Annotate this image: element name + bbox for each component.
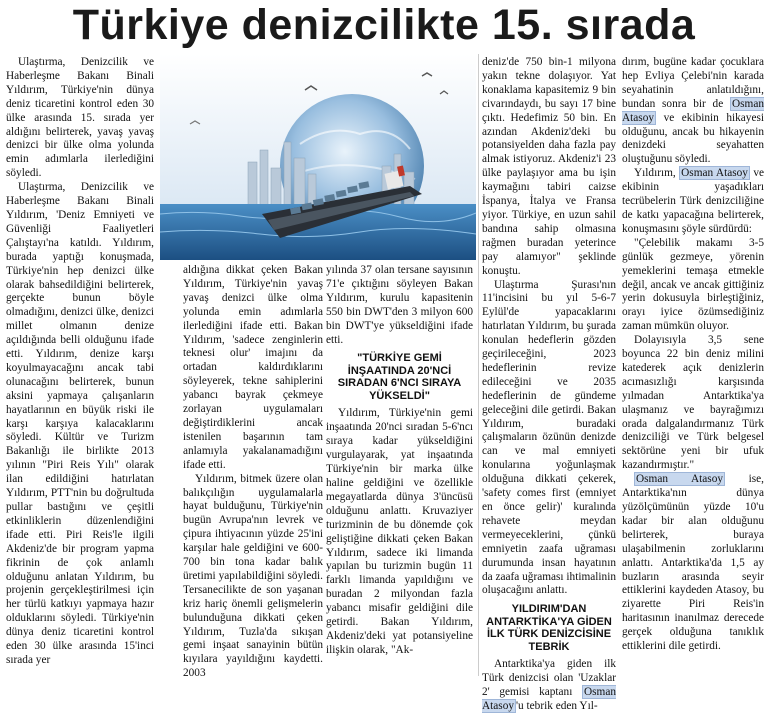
column-3 (326, 264, 473, 676)
column-1 (6, 56, 154, 676)
column-5 (622, 56, 764, 676)
highlighted-name: Osman Atasoy (636, 473, 723, 486)
paragraph: "Çelebilik makamı 3-5 günlük gezmeye, yörenin yemeklerini temaşa etmekle değil, ancak ve ancak gittiğiniz yerin dokusuyla birleştiğiniz, orayı iyice özümsediğiniz zaman mümkün oluyor. (622, 236, 764, 333)
text: 'u tebrik eden Yıl- (516, 700, 598, 713)
paragraph: aldığına dikkat çeken Bakan Yıldırım, Türkiye'nin yavaş yavaş denizci ülke olma yolunda emin adımlarla ilerlediğini ifade etti. Bakan Yıldırım, 'sadece zenginlerin teknesi olur' imajını da ortadan kaldırdıklarını söyleyerek, tekne sahiplerini yabancı bayrak çekmeye zorlayan uygulamaları değiştirdiklerini ancak istenilen başarının tam anlamıyla yakalanamadığını ifade etti. (183, 264, 323, 471)
ship-globe-photo (160, 54, 476, 260)
paragraph (622, 56, 764, 167)
paragraph: Ulaştırma, Denizcilik ve Haberleşme Bakanı Binali Yıldırım, 'Deniz Emniyeti ve Güvenliği Faaliyetleri Çalıştayı'na katıldı. Yıldırım, burada yaptığı konuşmada, Türkiye'nin hep denizci ülke olarak bahsedildiğini belirterek, gerçekte bunun böyle olmadığını, denizci ülke, denizci millet olmanın denize açıldığında belli olduğunu ifade etti. Yıldırım, denize karşı koyulmayacağını ancak tabi olunacağını belirterek, bunun aksini yapmaya çalışanların hayatlarının en büyük riski ile karşı karşıya kalacaklarını söyledi. Kültür ve Turizm Bakanlığı ile birlikte 2013 yılının "Piri Reis Yılı" olarak ilan edildiğini hatırlatan Yıldırım, PTT'nin bu doğrultuda pullar bastığını ve çeşitli etkinliklerin düzenlendiğini ifade etti. Piri Reis'le ilgili Akdeniz'de bir program yapma fikrinin de çok anlamlı olduğunu anlatan Yıldırım, bu projenin gerçekleştirilmesi için her türlü katkıyı yapmaya hazır olduklarını söyledi. Türkiye'nin dünya deniz ticaretini kontrol eden 30 ülke arasında 15'inci sırada yer (6, 181, 154, 666)
paragraph: Yıldırım, Türkiye'nin gemi inşaatında 20'nci sıradan 5-6'ncı sıraya kadar yükseldiğini vurgulayarak, yat inşaatında Türkiye'nin bir marka ülke haline geldiğini ve özellikle megayatlarda dünya 3'üncüsü olduğunu anlattı. Kruvaziyer turizminin de bu dönemde çok geliştiğine dikkati çeken Bakan Yıldırım, sadece iki limanda yapılan bu turizmin bugün 11 farklı limanda yapıldığını ve buradan 2 milyondan fazla yabancı misafir geldiğini dile getirdi. Bakan Yıldırım, Akdeniz'deki yat potansiyeline ilişkin olarak, "Ak- (326, 407, 473, 656)
paragraph (622, 167, 764, 237)
column-4 (482, 56, 616, 713)
paragraph: deniz'de 750 bin-1 milyona yakın tekne dolaşıyor. Yat konaklama kapasitemiz 9 bin civarındaydı, bu sayı 17 bine çıktı. Hedefimiz 50 bin. En azından Akdeniz'deki bu potansiyelden daha fazla pay almak istiyoruz. Akdeniz'i 23 ülke paylaşıyor ama bu işin kaymağını tabiri caizse İspanya, İtalya ve Fransa yiyor. Türkiye, en uzun sahil bandına sahip olmasına rağmen buradan yeterince pay alamıyor" şeklinde konuştu. (482, 56, 616, 277)
highlighted-name: Osman Atasoy (482, 686, 616, 713)
paragraph: Ulaştırma Şurası'nın 11'incisini bu yıl 5-6-7 Eylül'de yapacaklarını hatırlatan Yıldırım, bu şurada konulan hedeflerin gözden geçirileceğini, 2023 hedeflerinin revize edileceğini ve 2035 hedeflerinin de gündeme geleceğini dile getirdi. Bakan Yıldırım, buradaki çalışmaların özünün denizde can ve mal emniyeti konularına yoğunlaşmak olduğuna dikkati çekerek, 'safety comes first (emniyet en önce gelir)' kuralında rehavete meydan vermeyeceklerini, çünkü emniyetin zaafa uğraması durumunda insan hayatının da zaafa uğraması ihtimalinin oluşacağını anlattı. (482, 278, 616, 597)
column-2 (183, 264, 323, 680)
headline: Türkiye denizcilikte 15. sırada (72, 1, 696, 49)
paragraph (482, 658, 616, 714)
text: ise, Antarktika'nın dünya yüzölçümünün yüzde 10'u kadar bir alan olduğunu belirterek, buraya ulaşabilmenin zorluklarını anlattı. Antarktika'da 1,5 ay buzların arasında seyir ettiklerini kaydeden Atasoy, bu ziyarette Piri Reis'in haritasının inanılmaz derecede gerçek olduğuna tanıklık ettiklerini dile getirdi. (622, 473, 764, 653)
paragraph: yılında 37 olan tersane sayısının 71'e çıktığını söyleyen Bakan Yıldırım, kurulu kapasitenin 550 bin DWT'den 3 milyon 600 bin DWT'ye yükseldiğini ifade etti. (326, 264, 473, 346)
text: Yıldırım, (634, 167, 680, 180)
text: ve ekibinin hikayesi olduğunu, ancak bu hikayenin denizdeki seyahatten oluştuğunu söyledi. (622, 111, 764, 166)
paragraph: Dolayısıyla 3,5 sene boyunca 22 bin deniz milini katederek açık denizlerin acımasızlığı karşısında yılmadan Antarktika'ya ulaşmanız ve bayrağımızı orada dalgalandırmanız Türk denizciliği ve Türk belgesel sektörüne yeni bir ufuk kazandırmıştır." (622, 334, 764, 472)
ship-globe-illustration-icon (160, 54, 476, 260)
paragraph (622, 473, 764, 654)
paragraph: Ulaştırma, Denizcilik ve Haberleşme Bakanı Binali Yıldırım, Türkiye'nin dünya deniz ticaretini kontrol eden 30 ülke arasında 15. sırada yer aldığını belirterek, yavaş yavaş denizci bir ülke olma yolunda emin adımlarla ilerlediğini söyledi. (6, 56, 154, 180)
text: ve ekibinin yaşadıkları tecrübelerin Türk denizciliğine de katkı yapacağına belirterek, konuşmasını şöyle sürdürdü: (622, 167, 764, 235)
text: dırım, bugüne kadar çocuklara hep Evliya Çelebi'nin karada seyahatinin anlatıldığını, bundan sonra bir de (622, 56, 764, 110)
paragraph: Yıldırım, bitmek üzere olan balıkçılığın uygulamalarla hayat bulduğunu, Türkiye'nin bugün Avrupa'nın levrek ve çipura ihtiyacının yüzde 25'ini karşılar hale geldiğini ve 600-700 bin tona kadar balık üretimi yapılabildiğini söyledi. Tersanecilikte de son yaşanan kriz hariç önemli gelişmelerin bulunduğuna dikkati çeken Yıldırım, Tuzla'da sıkışan gemi inşaat sanayinin bütün kıyılara yayıldığını kaydetti. 2003 (183, 472, 323, 680)
column-divider (478, 54, 479, 676)
highlighted-name: Osman Atasoy (622, 97, 764, 124)
highlighted-name: Osman Atasoy (681, 167, 748, 180)
subheading: YILDIRIM'DAN ANTARKTİKA'YA GİDEN İLK TÜRK DENİZCİSİNE TEBRİK (486, 603, 612, 653)
text: Antarktika'ya giden ilk Türk denizcisi olan 'Uzaklar 2' gemisi kaptanı (482, 658, 616, 699)
subheading: "TÜRKİYE GEMİ İNŞAATINDA 20'NCİ SIRADAN 6'NCI SIRAYA YÜKSELDİ" (337, 352, 462, 402)
